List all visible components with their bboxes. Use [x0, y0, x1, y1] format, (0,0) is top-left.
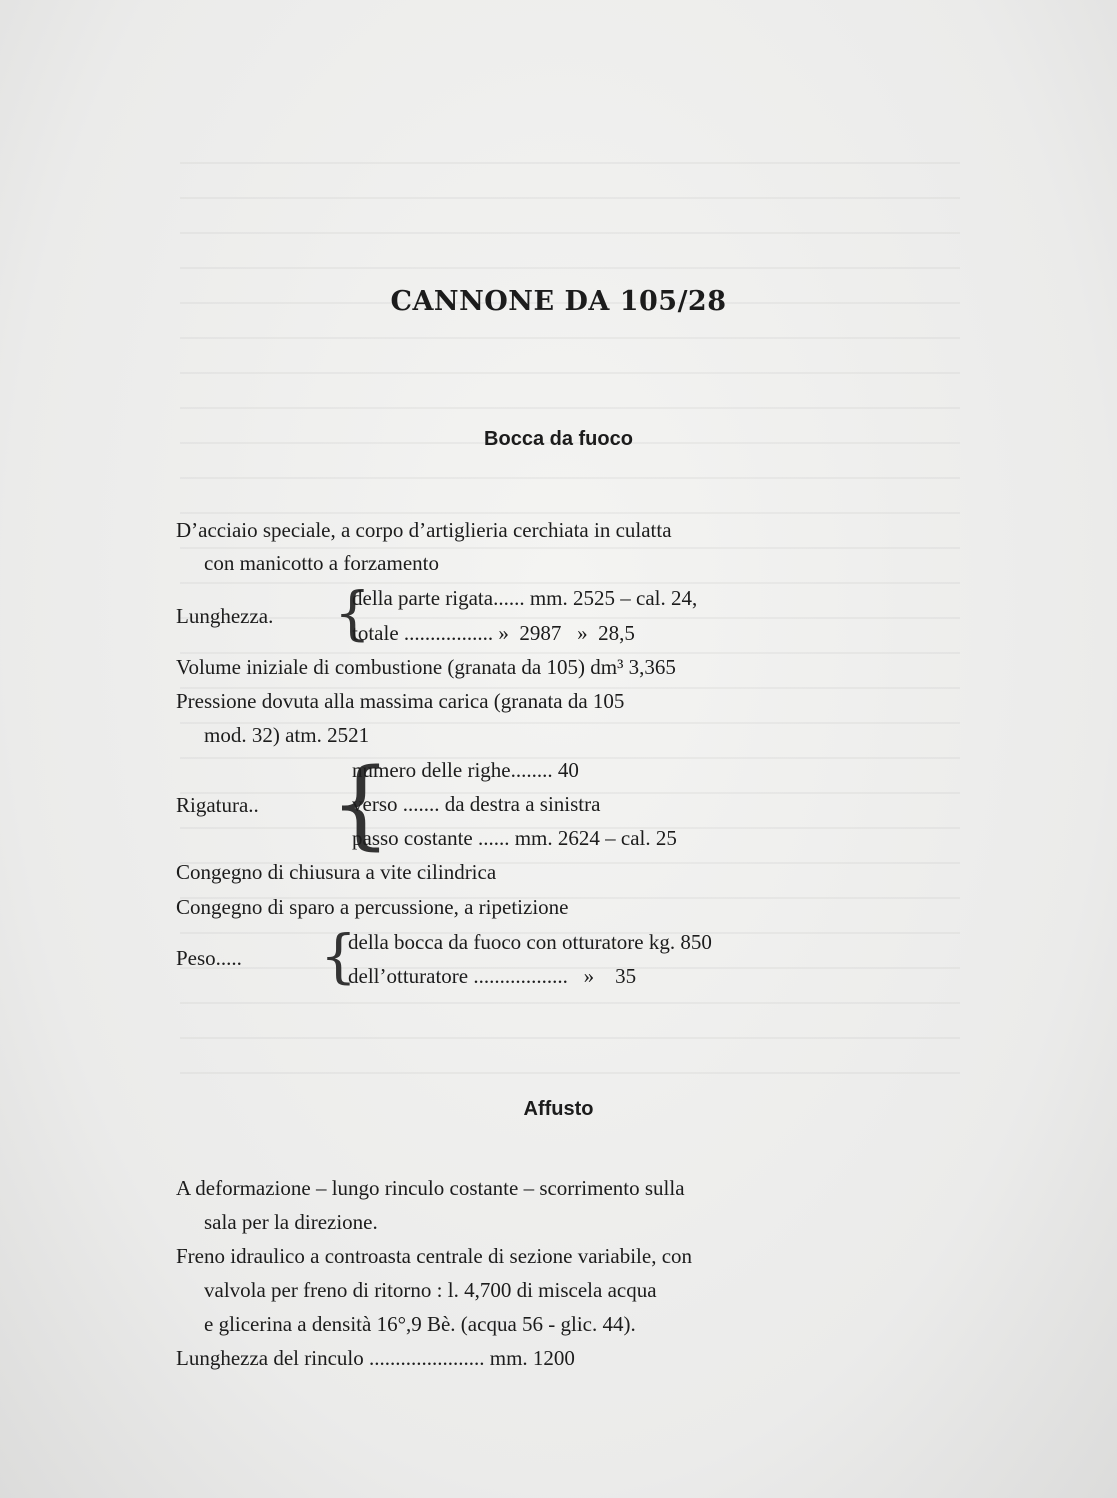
rigatura-row-numero: numero delle righe........ 40	[352, 758, 579, 782]
rigatura-label: Rigatura..	[176, 793, 259, 817]
pressione-line-1: Pressione dovuta alla massima carica (granata da 105	[176, 689, 625, 713]
pressione-line-2: mod. 32) atm. 2521	[204, 723, 370, 747]
congegno-sparo-line: Congegno di sparo a percussione, a ripetizione	[176, 895, 569, 919]
deformazione-line-1: A deformazione – lungo rinculo costante – scorrimento sulla	[176, 1176, 685, 1200]
freno-line-1: Freno idraulico a controasta centrale di sezione variabile, con	[176, 1244, 693, 1268]
section-heading-affusto: Affusto	[523, 1098, 594, 1120]
peso-row-bocca: della bocca da fuoco con otturatore kg. 850	[348, 930, 712, 954]
acciaio-line-1: D’acciaio speciale, a corpo d’artiglieria cerchiata in culatta	[176, 518, 672, 542]
lunghezza-row-totale: totale ................. » 2987 » 28,5	[352, 621, 635, 645]
peso-row-otturatore: dell’otturatore .................. » 35	[348, 964, 637, 988]
freno-line-2: valvola per freno di ritorno : l. 4,700 di miscela acqua	[204, 1278, 657, 1302]
rigatura-brace: {	[330, 748, 392, 860]
rigatura-row-verso: verso ....... da destra a sinistra	[352, 792, 601, 816]
deformazione-line-2: sala per la direzione.	[204, 1210, 378, 1234]
acciaio-line-2: con manicotto a forzamento	[204, 551, 439, 575]
section-heading-bocca-da-fuoco: Bocca da fuoco	[484, 428, 633, 450]
volume-line: Volume iniziale di combustione (granata da 105) dm³ 3,365	[176, 655, 676, 679]
peso-brace: {	[320, 922, 357, 990]
lunghezza-brace: {	[334, 579, 371, 647]
rigatura-row-passo: passo costante ...... mm. 2624 – cal. 25	[352, 826, 677, 850]
lunghezza-label: Lunghezza.	[176, 604, 274, 628]
page-title: CANNONE DA 105/28	[390, 286, 727, 317]
peso-label: Peso.....	[176, 946, 242, 970]
freno-line-3: e glicerina a densità 16°,9 Bè. (acqua 56 - glic. 44).	[204, 1312, 636, 1336]
lunghezza-row-parte-rigata: della parte rigata...... mm. 2525 – cal. 24,	[352, 586, 698, 610]
congegno-chiusura-line: Congegno di chiusura a vite cilindrica	[176, 860, 497, 884]
bleed-through-text	[180, 140, 960, 1100]
rinculo-line: Lunghezza del rinculo ...................... mm. 1200	[176, 1346, 575, 1370]
